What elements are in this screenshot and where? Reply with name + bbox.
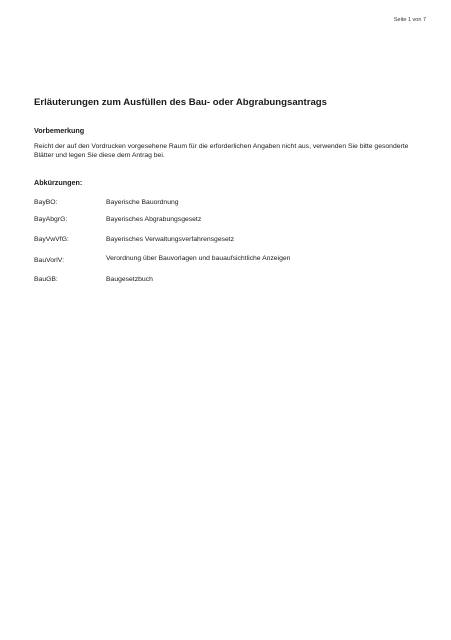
abbreviation-meaning: Baugesetzbuch [106,276,153,283]
abbreviation-meaning: Verordnung über Bauvorlagen und bauaufsichtliche Anzeigen [106,255,291,262]
remark-paragraph: Reicht der auf den Vordrucken vorgesehene Raum für die erforderlichen Angaben nicht aus, verwenden Sie bitte gesonderte Blätter und legen Sie diese dem Antrag bei. [34,143,409,160]
page-number: Seite 1 von 7 [393,17,426,23]
remark-heading: Vorbemerkung [34,126,85,135]
abbreviations-heading: Abkürzungen: [34,178,83,187]
abbreviation-term: BauVorlV: [34,257,64,264]
document-title: Erläuterungen zum Ausfüllen des Bau- oder Abgrabungsantrags [34,97,327,108]
abbreviation-term: BauGB: [34,276,58,283]
abbreviation-meaning: Bayerisches Verwaltungsverfahrensgesetz [106,236,235,243]
abbreviation-term: BayVwVfG: [34,236,69,243]
abbreviation-meaning: Bayerisches Abgrabungsgesetz [106,216,202,223]
abbreviation-term: BayBO: [34,199,58,206]
abbreviation-term: BayAbgrG: [34,216,68,223]
abbreviation-meaning: Bayerische Bauordnung [106,199,179,206]
